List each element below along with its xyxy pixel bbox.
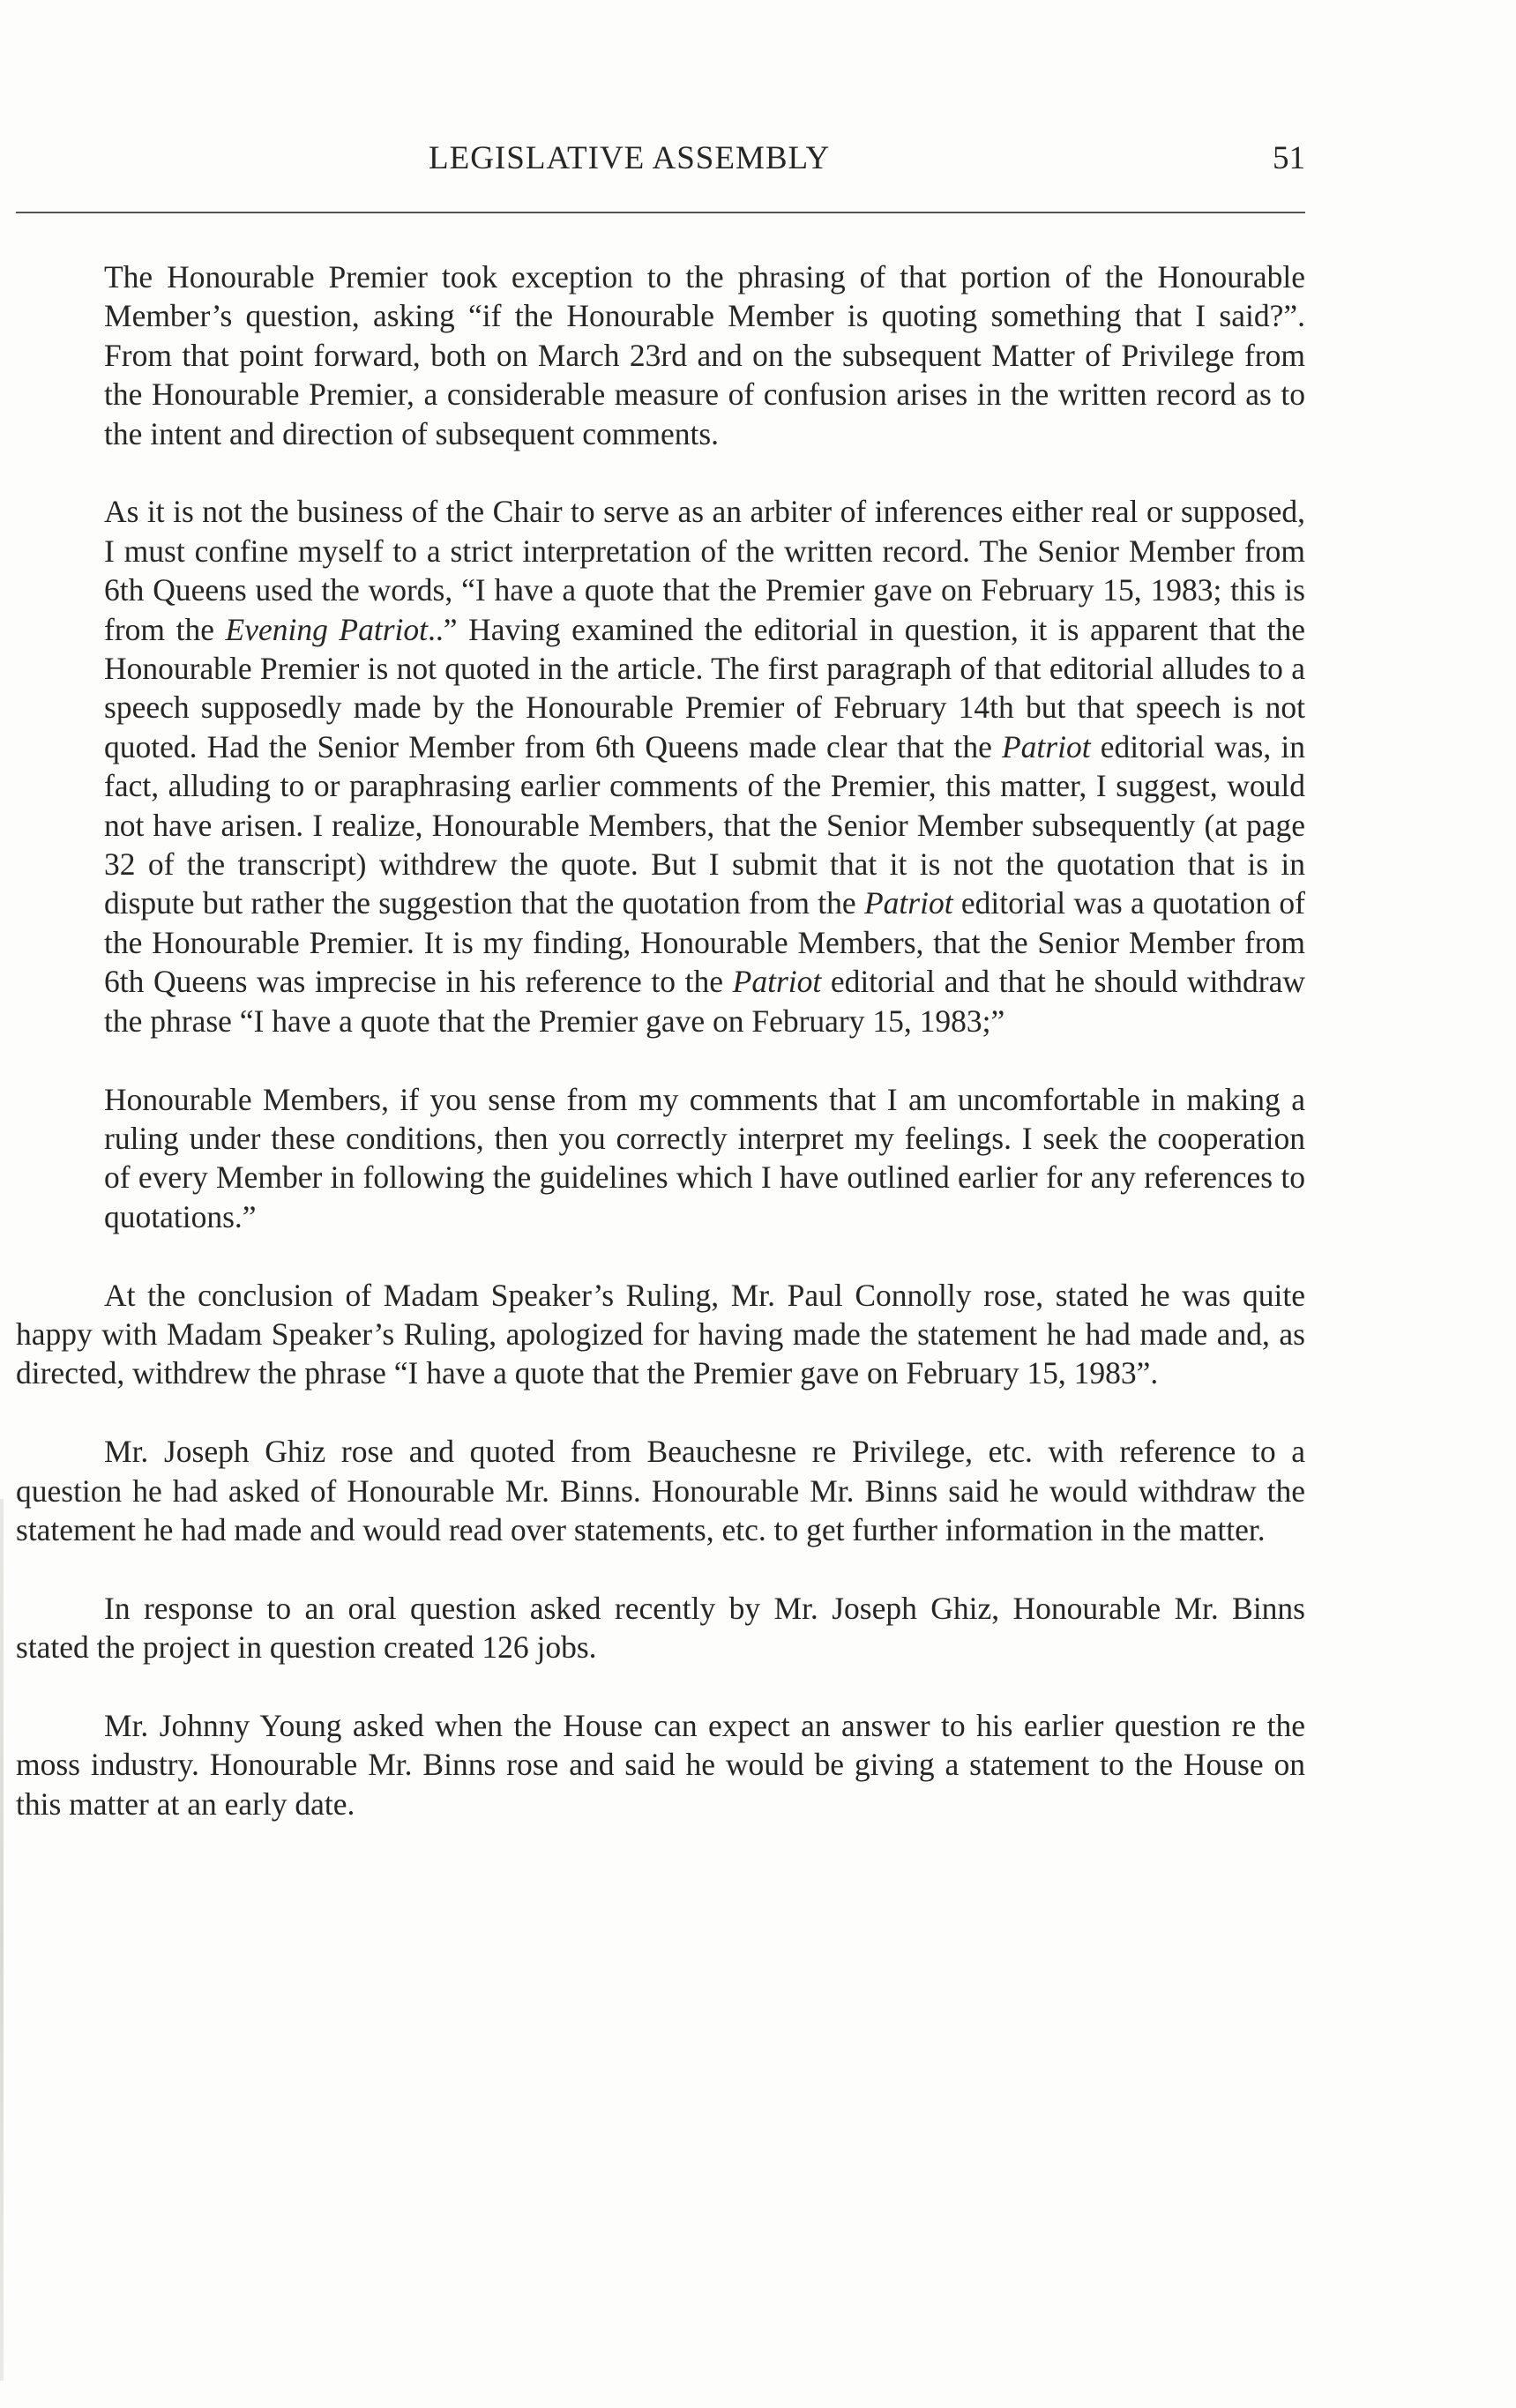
publication-name: Patriot <box>863 885 953 921</box>
running-title: LEGISLATIVE ASSEMBLY <box>429 140 831 176</box>
publication-name: Patriot <box>732 964 822 1000</box>
paragraph-connolly-withdrawal: At the conclusion of Madam Speaker’s Ruling, Mr. Paul Connolly rose, stated he was quite happy with Madam Speaker’s Ruling, apologized for having made the statement he had made and, as directed, withdrew the phrase “I have a quote that the Premier gave on February 15, 1983”. <box>16 1277 1305 1391</box>
finding-text-2: ..” Having examined the editorial in question, it is apparent that the Honourable Premier is not quoted in the article. The first paragraph of that editorial alludes to a speech supposedly made by the Honourable Premier of February 14th but that speech is not quoted. Had the Senior Member from 6th Queens made clear that the <box>104 611 1305 764</box>
publication-name: Patriot <box>1001 728 1091 764</box>
page-body <box>16 257 1305 1863</box>
finding-text-5: editorial and that he should withdraw the phrase “I have a quote that the Premier gave on February 15, 1983;” <box>104 964 1305 1039</box>
scan-edge-shadow <box>0 1499 4 2381</box>
quoted-ruling-block <box>16 257 1305 1236</box>
paragraph-ghiz-privilege: Mr. Joseph Ghiz rose and quoted from Beauchesne re Privilege, etc. with reference to a question he had asked of Honourable Mr. Binns. Honourable Mr. Binns said he would withdraw the statement he had made and would read over statements, etc. to get further information in the matter. <box>16 1434 1305 1547</box>
paragraph-jobs-response: In response to an oral question asked recently by Mr. Joseph Ghiz, Honourable Mr. Binns stated the project in question created 126 jobs. <box>16 1590 1305 1666</box>
page-header <box>16 139 1305 192</box>
publication-name: Evening Patriot <box>225 611 429 647</box>
header-rule <box>16 212 1305 213</box>
finding-text-4: editorial was a quotation of the Honourable Premier. It is my finding, Honourable Members, that the Senior Member from 6th Queens was imprecise in his reference to the <box>104 885 1305 1000</box>
paragraph-cooperation: Honourable Members, if you sense from my comments that I am uncomfortable in making a ruling under these conditions, then you correctly interpret my feelings. I seek the cooperation of every Member in following the guidelines which I have outlined earlier for any references to quotations.” <box>104 1081 1305 1234</box>
paragraph-premier-exception: The Honourable Premier took exception to the phrasing of that portion of the Honourable Member’s question, asking “if the Honourable Member is quoting something that I said?”. From that point forward, both on March 23rd and on the subsequent Matter of Privilege from the Honourable Premier, a considerable measure of confusion arises in the written record as to the intent and direction of subsequent comments. <box>104 259 1305 451</box>
page-number: 51 <box>1273 140 1305 176</box>
finding-text-1: As it is not the business of the Chair to serve as an arbiter of inferences either real or supposed, I must confine myself to a strict interpretation of the written record. The Senior Member from 6th Queens used the words, “I have a quote that the Premier gave on February 15, 1983; this is from the <box>104 494 1305 647</box>
paragraph-chair-finding <box>104 492 1305 1040</box>
finding-text-3: editorial was, in fact, alluding to or paraphrasing earlier comments of the Premier, this matter, I suggest, would not have arisen. I realize, Honourable Members, that the Senior Member subsequently (at page 32 of the transcript) withdrew the quote. But I submit that it is not the quotation that is in dispute but rather the suggestion that the quotation from the <box>104 728 1305 921</box>
paragraph-moss-industry: Mr. Johnny Young asked when the House can expect an answer to his earlier question re the moss industry. Honourable Mr. Binns rose and said he would be giving a statement to the House on this matter at an early date. <box>16 1707 1305 1822</box>
